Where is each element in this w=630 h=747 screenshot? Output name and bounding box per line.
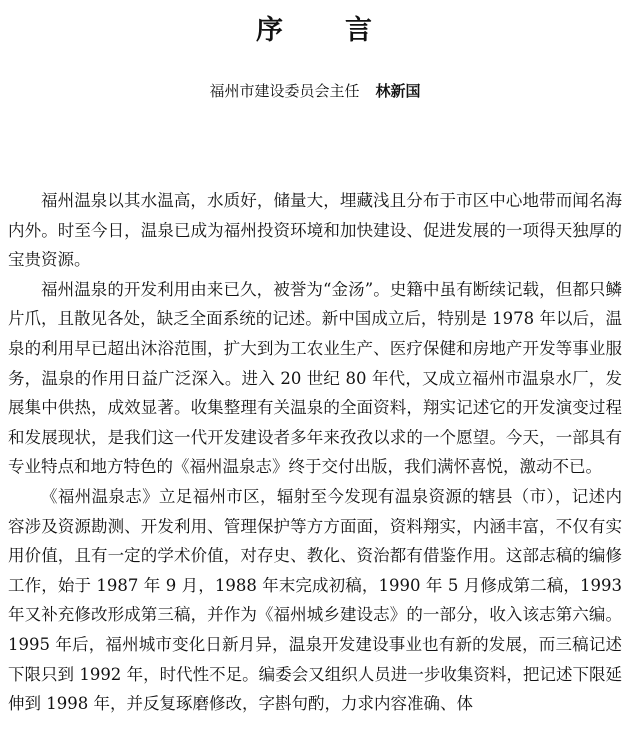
title-char-1: 序 <box>256 15 285 46</box>
paragraph-1: 福州温泉以其水温高，水质好，储量大，埋藏浅且分布于市区中心地带而闻名海内外。时至今日，温泉已成为福州投资环境和加快建设、促进发展的一项得天独厚的宝贵资源。 <box>8 191 622 270</box>
author-title: 福州市建设委员会主任 <box>209 82 360 100</box>
body-text <box>8 186 622 719</box>
page-title <box>0 8 630 47</box>
title-char-2: 言 <box>345 15 374 46</box>
author-name: 林新国 <box>375 82 421 100</box>
paragraph-3: 《福州温泉志》立足福州市区，辐射至今发现有温泉资源的辖县（市），记述内容涉及资源勘测、开发利用、管理保护等方方面面，资料翔实，内涵丰富，不仅有实用价值，且有一定的学术价值，对存史、教化、资治都有借鉴作用。这部志稿的编修工作，始于 1987 年 9 月，1988 年末完成初稿，1990 年 5 月修成第二稿，1993 年又补充修改形成第三稿，并作为《福州城乡建设志》的一部分，收入该志第六编。1995 年后，福州城市变化日新月异，温泉开发建设事业也有新的发展，而三稿记述下限只到 1992 年，时代性不足。编委会又组织人员进一步收集资料，把记述下限延伸到 1998 年，并反复琢磨修改，字斟句酌，力求内容准确、体 <box>8 486 622 714</box>
paragraph-2: 福州温泉的开发利用由来已久，被誉为“金汤”。史籍中虽有断续记载，但都只鳞片爪，且散见各处，缺乏全面系统的记述。新中国成立后，特别是 1978 年以后，温泉的利用早已超出沐浴范围，扩大到为工农业生产、医疗保健和房地产开发等事业服务，温泉的作用日益广泛深入。进入 20 世纪 80 年代，又成立福州市温泉水厂，发展集中供热，成效显著。收集整理有关温泉的全面资料，翔实记述它的开发演变过程和发展现状，是我们这一代开发建设者多年来孜孜以求的一个愿望。今天，一部具有专业特点和地方特色的《福州温泉志》终于交付出版，我们满怀喜悦，激动不已。 <box>8 279 622 477</box>
author-line <box>0 80 630 101</box>
